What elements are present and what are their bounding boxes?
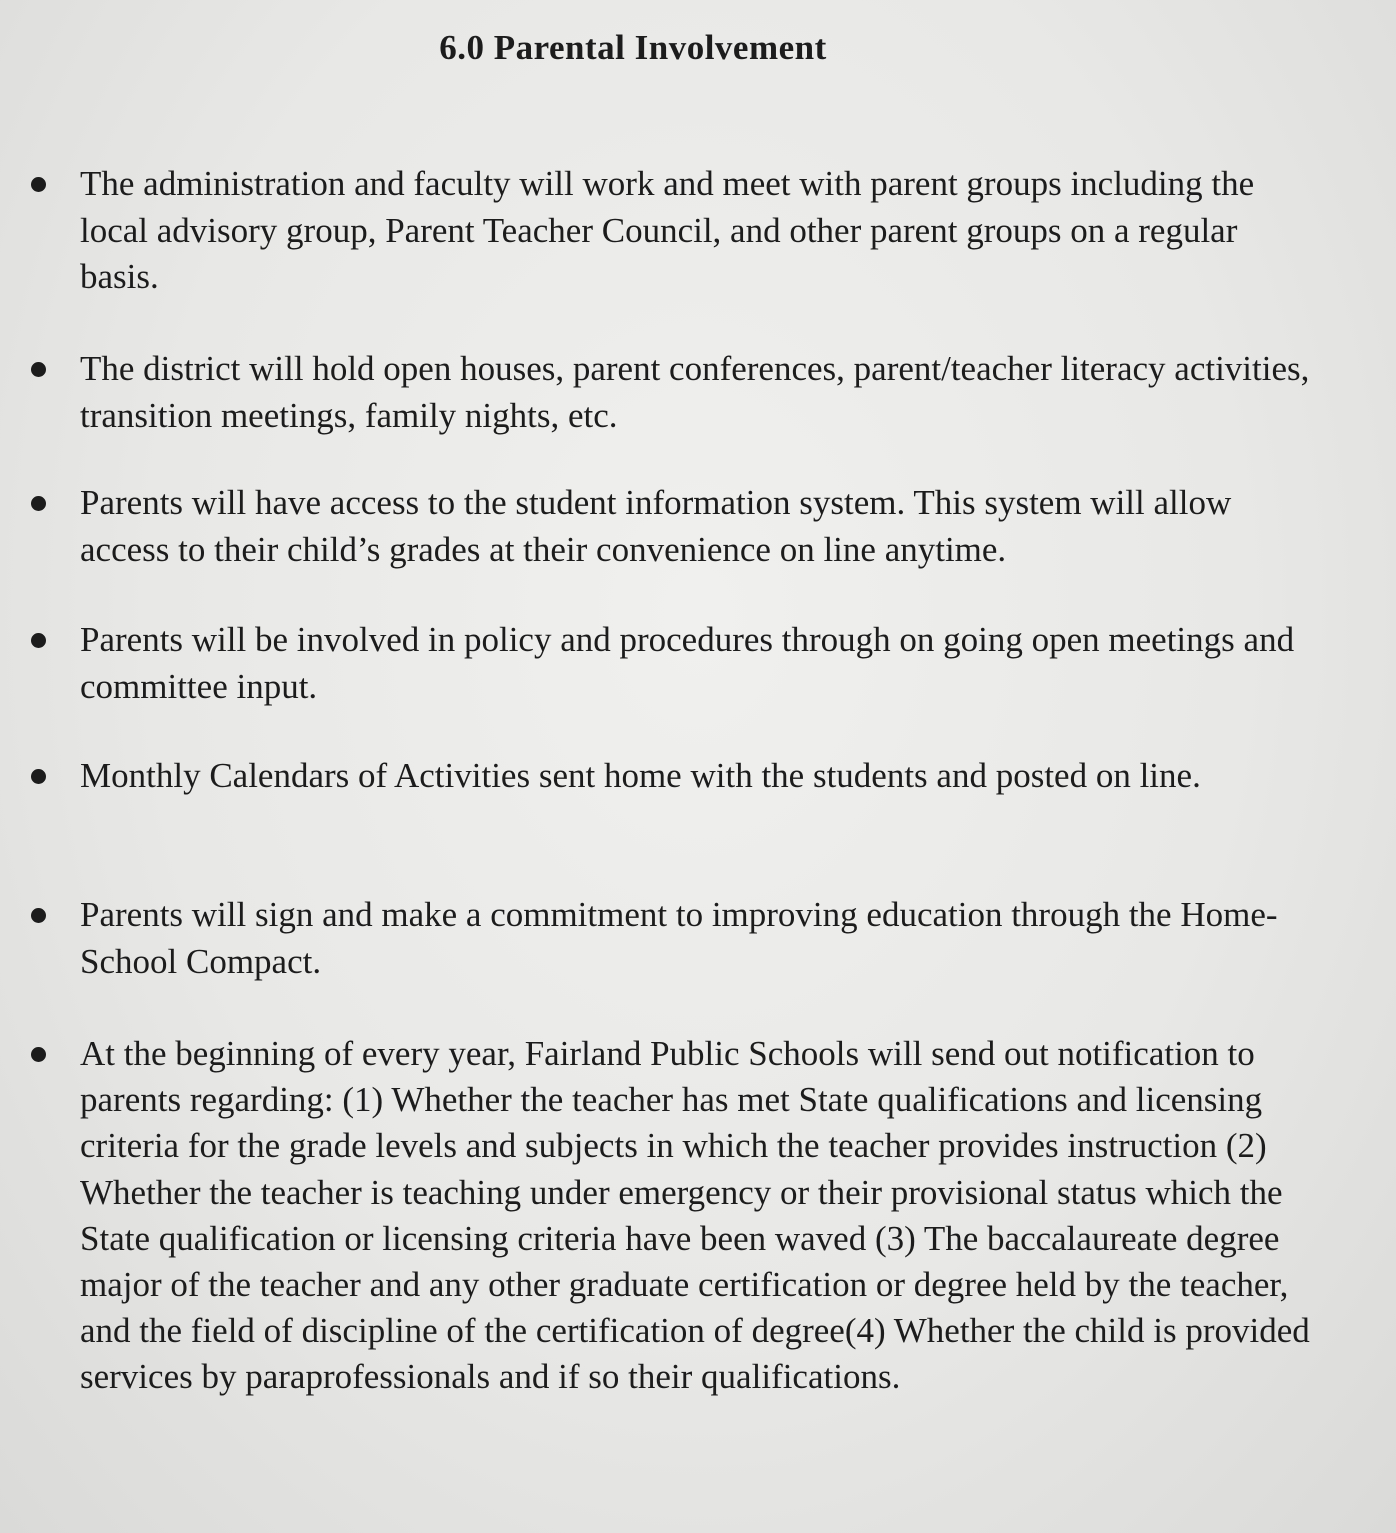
document-title: 6.0 Parental Involvement	[439, 28, 827, 67]
list-item-text: The district will hold open houses, parent conferences, parent/teacher literacy activities, transition meetings, family nights, etc.	[80, 349, 1310, 435]
list-item-text: Parents will be involved in policy and procedures through on going open meetings and committee input.	[80, 620, 1295, 706]
list-item-text: Parents will sign and make a commitment to improving education through the Home- School Compact.	[80, 895, 1278, 981]
list-item-text: Monthly Calendars of Activities sent home with the students and posted on line.	[80, 756, 1201, 795]
list-item-text: Parents will have access to the student information system. This system will allow access to their child’s grades at their convenience on line anytime.	[80, 483, 1232, 569]
bullet-icon	[31, 769, 46, 784]
bullet-icon	[31, 496, 46, 511]
bullet-icon	[31, 633, 46, 648]
bullet-icon	[31, 362, 46, 377]
bullet-icon	[31, 1047, 46, 1062]
list-item-text: At the beginning of every year, Fairland Public Schools will send out notification to parents regarding: (1) Whether the teacher has met State qualifications and licensing criteria for the grade levels and subjects in which the teacher provides instruction (2) Whether the teacher is teaching under emergency or their provisional status which the State qualification or licensing criteria have been waved (3) The baccalaureate degree major of the teacher and any other graduate certification or degree held by the teacher, and the field of discipline of the certification of degree(4) Whether the child is provided services by paraprofessionals and if so their qualifications.	[80, 1034, 1310, 1397]
list-item-text: The administration and faculty will work and meet with parent groups including the local advisory group, Parent Teacher Council, and other parent groups on a regular basis.	[80, 164, 1255, 296]
bullet-icon	[31, 177, 46, 192]
bullet-icon	[31, 908, 46, 923]
